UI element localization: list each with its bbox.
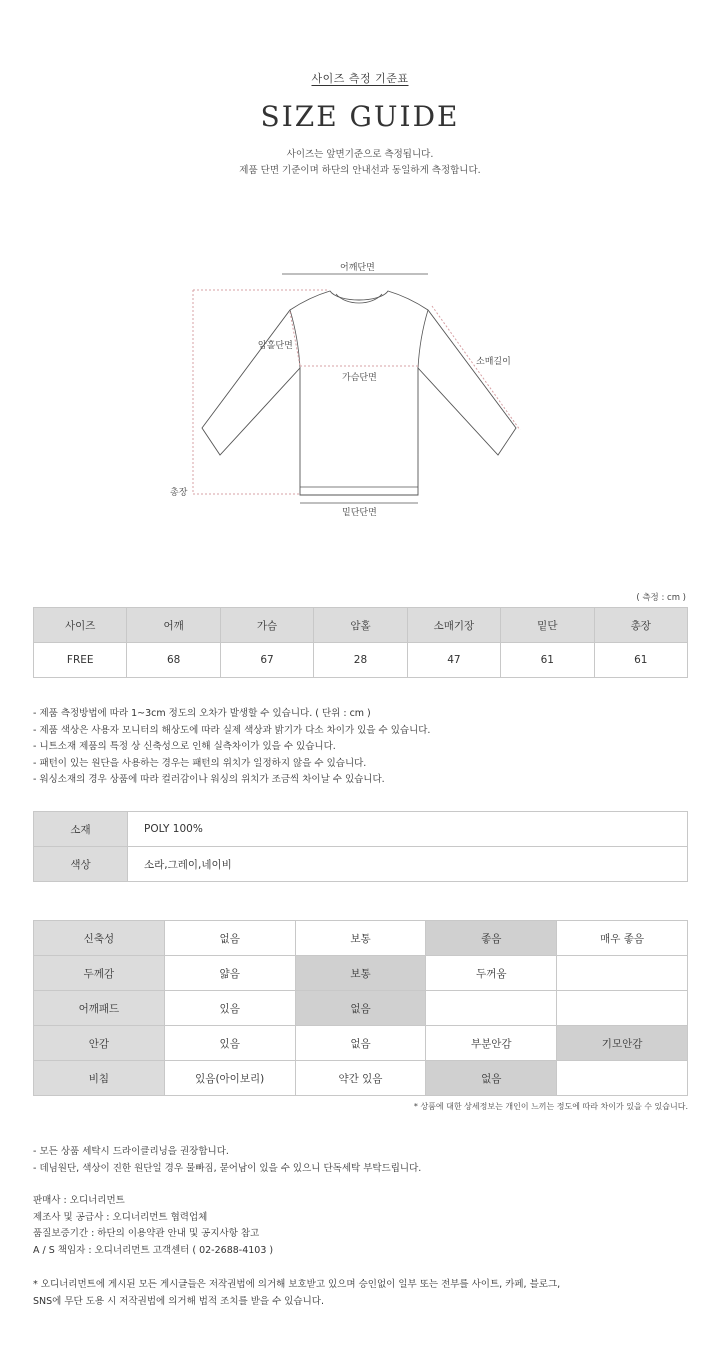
sweater-illustration	[160, 258, 560, 523]
chest-label: 가슴단면	[342, 373, 377, 383]
note-item: - 제품 색상은 사용자 모니터의 해상도에 따라 실제 색상과 밝기가 다소 차이가 있을 수 있습니다.	[33, 724, 431, 736]
care-instructions	[33, 1144, 421, 1177]
size-cell: 67	[220, 643, 313, 678]
property-option	[557, 991, 688, 1026]
size-header-cell: 어깨	[127, 608, 220, 643]
sweater-outline	[202, 291, 516, 495]
copyright-line-2: SNS에 무단 도용 시 저작권법에 의거해 법적 조치를 받을 수 있습니다.	[33, 1296, 324, 1307]
property-row	[34, 956, 688, 991]
size-header-cell: 소매기장	[407, 608, 500, 643]
property-option: 있음	[164, 1026, 295, 1061]
size-header-cell: 사이즈	[34, 608, 127, 643]
care-item: - 모든 상품 세탁시 드라이클리닝을 권장합니다.	[33, 1146, 229, 1157]
size-cell: 68	[127, 643, 220, 678]
property-option: 있음(아이보리)	[164, 1061, 295, 1096]
length-label: 총장	[170, 488, 188, 498]
property-label: 비침	[34, 1061, 165, 1096]
properties-table	[33, 920, 688, 1096]
property-option: 없음	[295, 991, 426, 1026]
shoulder-label: 어깨단면	[340, 263, 375, 273]
material-value: POLY 100%	[128, 812, 688, 847]
property-option: 있음	[164, 991, 295, 1026]
property-label: 안감	[34, 1026, 165, 1061]
garment-diagram	[160, 258, 560, 523]
right-armhole-seam	[418, 310, 428, 368]
property-option: 없음	[426, 1061, 557, 1096]
measurement-notes	[33, 706, 430, 789]
property-option: 좋음	[426, 921, 557, 956]
size-header-cell: 암홀	[314, 608, 407, 643]
armhole-label: 암홀단면	[258, 341, 293, 351]
property-label: 어깨패드	[34, 991, 165, 1026]
property-option	[557, 1061, 688, 1096]
page-title: SIZE GUIDE	[260, 100, 460, 133]
property-option: 두꺼움	[426, 956, 557, 991]
seller-line: 판매사 : 오디너리먼트	[33, 1195, 125, 1206]
property-option: 약간 있음	[295, 1061, 426, 1096]
property-option: 부분안감	[426, 1026, 557, 1061]
sleeve-guide-line	[432, 306, 520, 430]
seller-info	[33, 1193, 273, 1259]
property-option: 기모안감	[557, 1026, 688, 1061]
size-guide-header	[0, 70, 720, 179]
material-row	[34, 812, 688, 847]
color-value: 소라,그레이,네이비	[128, 847, 688, 882]
property-option: 없음	[164, 921, 295, 956]
subtitle: 사이즈 측정 기준표	[311, 72, 409, 85]
property-option	[557, 956, 688, 991]
property-option: 보통	[295, 956, 426, 991]
copyright-line-1: * 오디너리먼트에 게시된 모든 게시글들은 저작권법에 의거해 보호받고 있으며 승인없이 일부 또는 전부를 사이트, 카페, 블로그,	[33, 1279, 561, 1290]
property-option: 보통	[295, 921, 426, 956]
property-option: 없음	[295, 1026, 426, 1061]
size-header-cell: 밑단	[501, 608, 594, 643]
material-table	[33, 811, 688, 882]
color-label: 색상	[34, 847, 128, 882]
unit-note: ( 측정 : cm )	[636, 593, 686, 603]
property-label: 신축성	[34, 921, 165, 956]
size-cell: 47	[407, 643, 500, 678]
property-row	[34, 921, 688, 956]
properties-body	[34, 921, 688, 1096]
maker-line: 제조사 및 공급사 : 오디너리먼트 협력업체	[33, 1211, 208, 1223]
color-row	[34, 847, 688, 882]
size-cell: FREE	[34, 643, 127, 678]
hem-label: 밑단단면	[342, 508, 377, 518]
note-item: - 패턴이 있는 원단을 사용하는 경우는 패턴의 위치가 일정하지 않을 수 있습니다.	[33, 757, 367, 769]
size-table-row	[34, 643, 688, 678]
note-item: - 제품 측정방법에 따라 1~3cm 정도의 오차가 발생할 수 있습니다. ( 단위 : cm )	[33, 708, 371, 719]
property-option	[426, 991, 557, 1026]
note-item: - 니트소재 제품의 특정 상 신축성으로 인해 실측차이가 있을 수 있습니다.	[33, 741, 336, 752]
intro-line-2: 제품 단면 기준이며 하단의 안내선과 동일하게 측정합니다.	[239, 165, 481, 176]
material-label: 소재	[34, 812, 128, 847]
property-option: 매우 좋음	[557, 921, 688, 956]
size-header-cell: 총장	[594, 608, 687, 643]
size-header-cell: 가슴	[220, 608, 313, 643]
size-table	[33, 607, 688, 678]
note-item: - 워싱소재의 경우 상품에 따라 컬러감이나 워싱의 위치가 조금씩 차이날 수 있습니다.	[33, 774, 385, 785]
care-item: - 데님원단, 색상이 진한 원단일 경우 물빠짐, 묻어남이 있을 수 있으니 단독세탁 부탁드립니다.	[33, 1162, 422, 1174]
property-row	[34, 1061, 688, 1096]
property-option: 얇음	[164, 956, 295, 991]
intro-line-1: 사이즈는 앞면기준으로 측정됩니다.	[286, 149, 434, 160]
warranty-line: 품질보증기간 : 하단의 이용약관 안내 및 공지사항 참고	[33, 1228, 260, 1239]
property-row	[34, 991, 688, 1026]
intro-text	[0, 147, 720, 179]
copyright-notice	[33, 1276, 560, 1310]
sleeve-label: 소매길이	[476, 357, 511, 367]
as-line: A / S 책임자 : 오디너리먼트 고객센터 ( 02-2688-4103 )	[33, 1244, 274, 1256]
size-cell: 61	[594, 643, 687, 678]
size-table-header-row	[34, 608, 688, 643]
properties-note: * 상품에 대한 상세정보는 개인이 느끼는 정도에 따라 차이가 있을 수 있습니다.	[413, 1102, 688, 1111]
property-row	[34, 1026, 688, 1061]
size-cell: 61	[501, 643, 594, 678]
size-cell: 28	[314, 643, 407, 678]
property-label: 두께감	[34, 956, 165, 991]
